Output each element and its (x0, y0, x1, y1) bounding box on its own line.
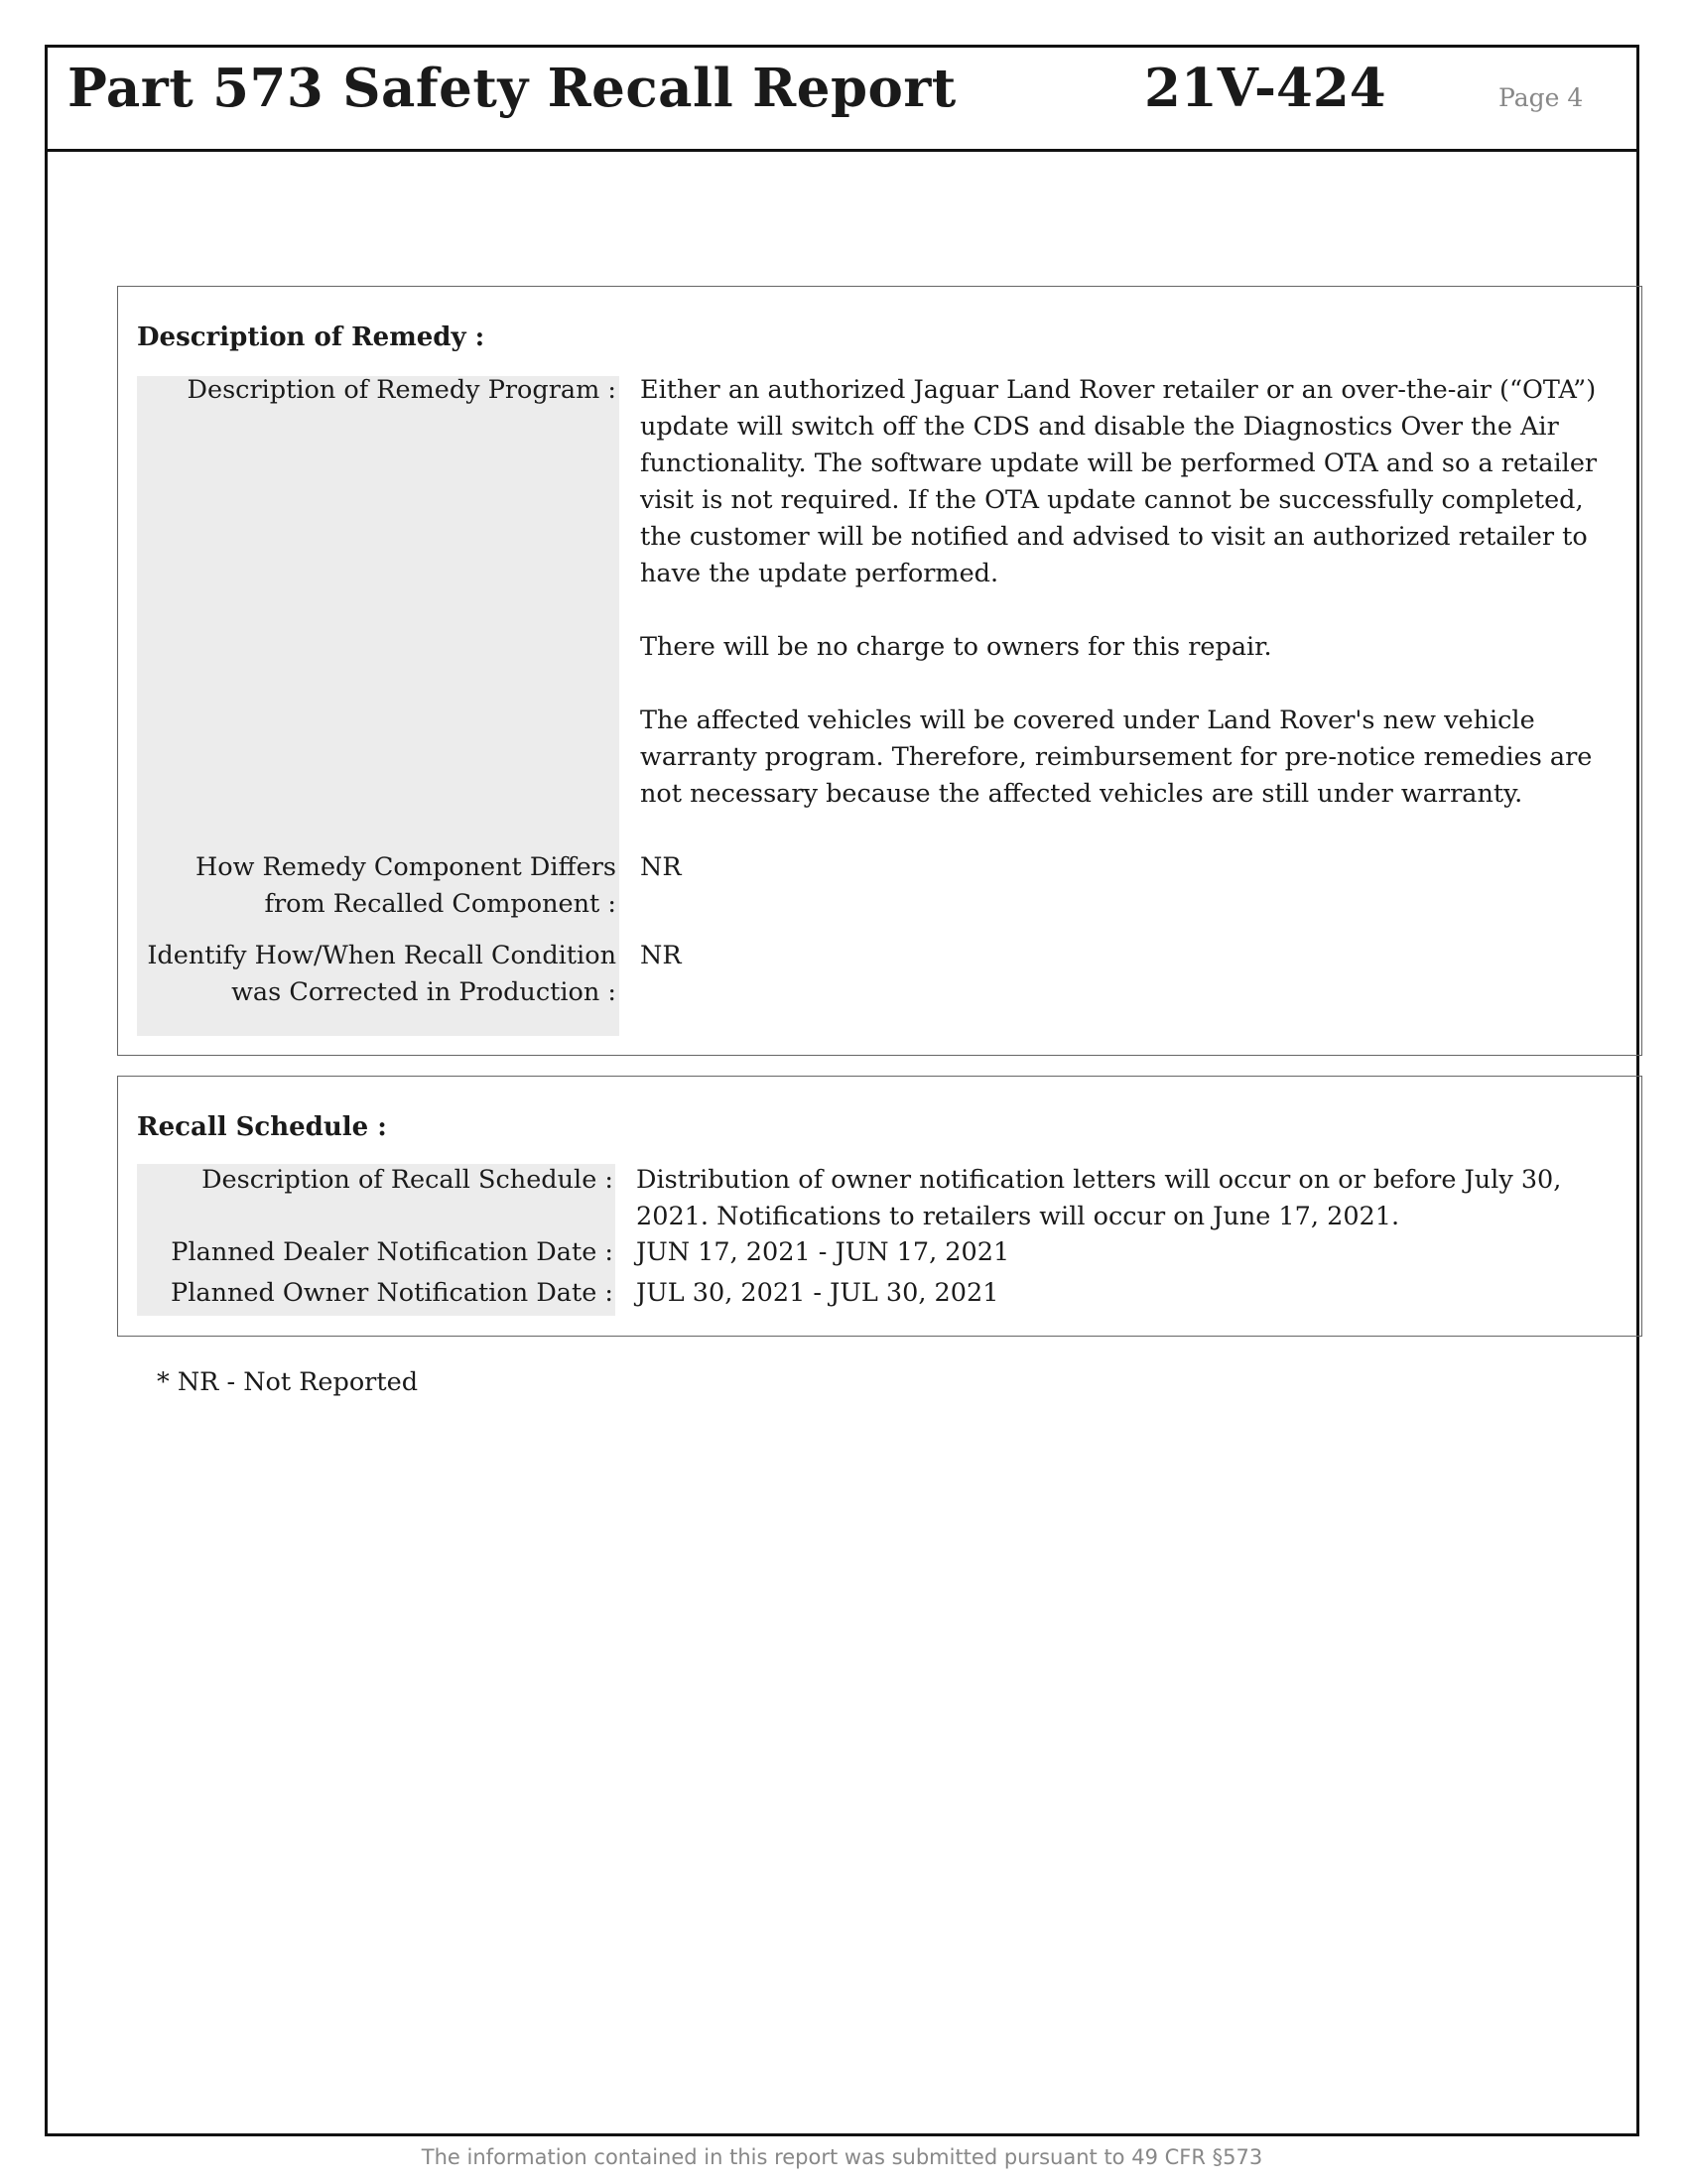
page-footer: The information contained in this report was submitted pursuant to 49 CFR §573 (421, 2145, 1263, 2169)
schedule-section-title: Recall Schedule : (137, 1112, 387, 1142)
page-frame (45, 45, 1639, 2169)
remedy-program-label: Description of Remedy Program : (187, 375, 616, 405)
schedule-description-label: Description of Recall Schedule : (201, 1165, 613, 1195)
recall-number: 21V-424 (1144, 58, 1386, 119)
page-number: Page 4 (1498, 83, 1584, 112)
report-title: Part 573 Safety Recall Report (67, 58, 957, 119)
remedy-differs-label-line1: How Remedy Component Differs (195, 852, 616, 882)
remedy-differs-label-line2: from Recalled Component : (264, 889, 616, 919)
remedy-corrected-value: NR (640, 941, 682, 970)
remedy-corrected-label-line2: was Corrected in Production : (231, 977, 616, 1007)
remedy-differs-value: NR (640, 852, 682, 882)
remedy-program-value (640, 372, 1623, 813)
schedule-dealer-label: Planned Dealer Notification Date : (171, 1237, 613, 1267)
remedy-corrected-label (147, 938, 616, 1011)
schedule-description-value: Distribution of owner notification letters will occur on or before July 30, 2021. Notifications to retailers will occur on June 17, 2021. (636, 1165, 1562, 1231)
schedule-dealer-value: JUN 17, 2021 - JUN 17, 2021 (636, 1237, 1010, 1267)
remedy-section-title: Description of Remedy : (137, 322, 485, 352)
schedule-owner-value: JUL 30, 2021 - JUL 30, 2021 (636, 1278, 999, 1308)
remedy-section (117, 286, 1642, 1056)
schedule-owner-label: Planned Owner Notification Date : (171, 1278, 613, 1308)
footnote: * NR - Not Reported (157, 1367, 419, 1397)
remedy-program-paragraph: There will be no charge to owners for this repair. (640, 632, 1272, 662)
report-header (48, 48, 1636, 152)
schedule-section (117, 1076, 1642, 1337)
remedy-differs-label (195, 849, 616, 923)
remedy-corrected-label-line1: Identify How/When Recall Condition (147, 941, 616, 970)
remedy-program-paragraph: The affected vehicles will be covered under Land Rover's new vehicle warranty program. Therefore, reimbursement for pre-notice remedies are not necessary because the affected vehicles are still under warranty. (640, 706, 1593, 809)
remedy-program-paragraph: Either an authorized Jaguar Land Rover retailer or an over-the-air (“OTA”) update will switch off the CDS and disable the Diagnostics Over the Air functionality. The software update will be performed OTA and so a retailer visit is not required. If the OTA update cannot be successfully completed, the customer will be notified and advised to visit an authorized retailer to have the update performed. (640, 375, 1598, 588)
